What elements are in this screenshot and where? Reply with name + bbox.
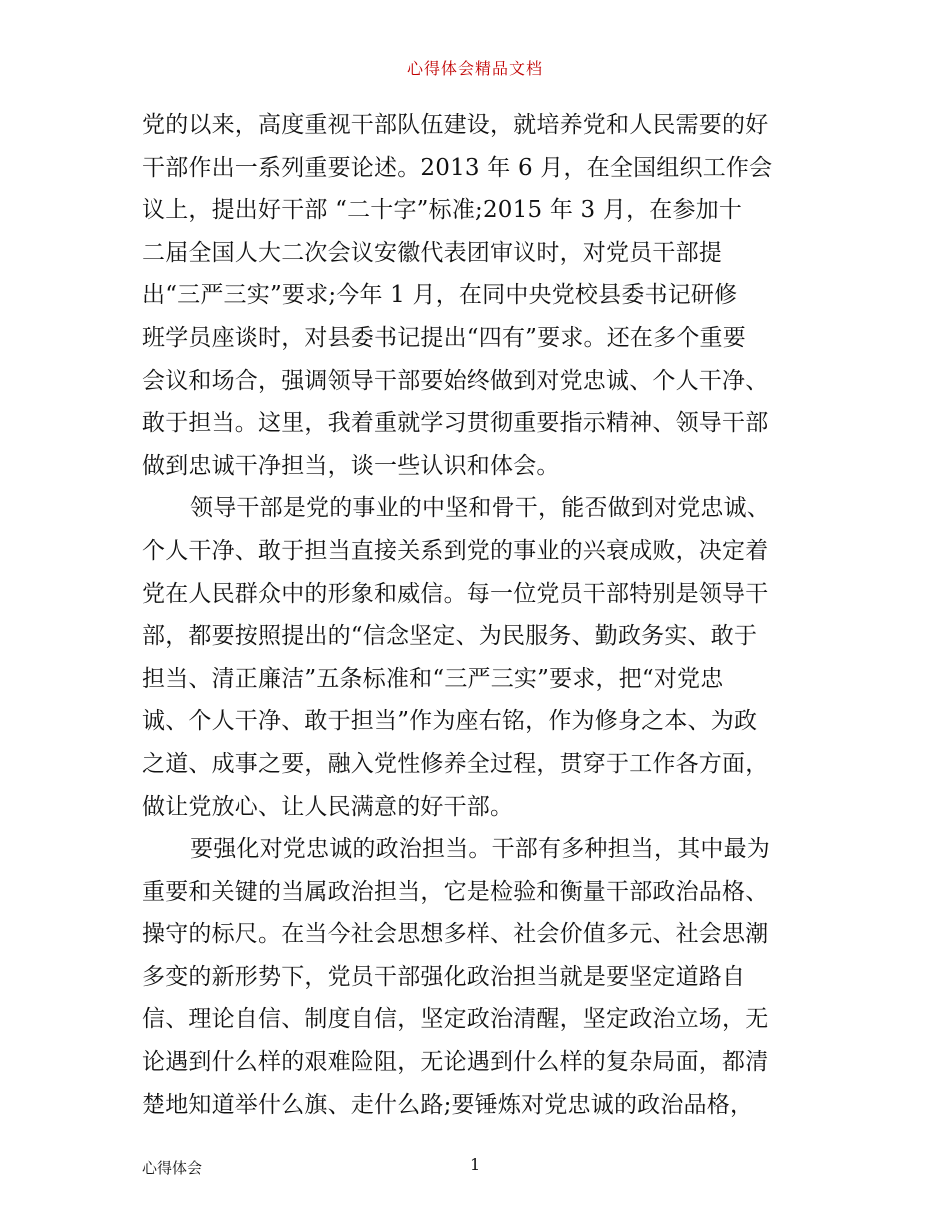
text-line: 论遇到什么样的艰难险阻，无论遇到什么样的复杂局面，都清 <box>142 1049 769 1076</box>
paragraph-first-line: 领导干部是党的事业的中坚和骨干，能否做到对党忠诚、 <box>190 495 770 522</box>
page-header-title: 心得体会精品文档 <box>406 59 543 78</box>
text-line: 做让党放心、让人民满意的好干部。 <box>142 793 514 820</box>
text-line: 议上，提出好干部 “二十字”标准;2015 年 3 月，在参加十 <box>142 197 743 224</box>
text-line: 诚、个人干净、敢于担当”作为座右铭，作为修身之本、为政 <box>142 708 758 735</box>
text-line: 信、理论自信、制度自信，坚定政治清醒，坚定政治立场，无 <box>142 1006 769 1033</box>
text-line: 党在人民群众中的形象和威信。每一位党员干部特别是领导干 <box>142 580 769 607</box>
footer-label: 心得体会 <box>142 1159 203 1177</box>
text-line: 个人干净、敢于担当直接关系到党的事业的兴衰成败，决定着 <box>142 537 769 564</box>
text-line: 楚地知道举什么旗、走什么路;要锤炼对党忠诚的政治品格， <box>142 1091 754 1118</box>
page-number: 1 <box>470 1155 481 1174</box>
text-line: 敢于担当。这里，我着重就学习贯彻重要指示精神、领导干部 <box>142 410 769 437</box>
text-line: 重要和关键的当属政治担当，它是检验和衡量干部政治品格、 <box>142 878 769 905</box>
text-line: 操守的标尺。在当今社会思想多样、社会价值多元、社会思潮 <box>142 921 769 948</box>
text-line: 之道、成事之要，融入党性修养全过程，贯穿于工作各方面， <box>142 750 769 777</box>
text-line: 二届全国人大二次会议安徽代表团审议时，对党员干部提 <box>142 239 722 266</box>
text-line: 党的以来，高度重视干部队伍建设，就培养党和人民需要的好 <box>142 112 769 138</box>
text-line: 部，都要按照提出的“信念坚定、为民服务、勤政务实、敢于 <box>142 623 758 650</box>
text-line: 做到忠诚干净担当，谈一些认识和体会。 <box>142 452 560 479</box>
text-line: 多变的新形势下，党员干部强化政治担当就是要坚定道路自 <box>142 963 746 990</box>
document-body <box>142 104 812 1126</box>
text-line: 干部作出一系列重要论述。2013 年 6 月，在全国组织工作会 <box>142 154 773 181</box>
text-line: 会议和场合，强调领导干部要始终做到对党忠诚、个人干净、 <box>142 367 769 394</box>
text-line: 出“三严三实”要求;今年 1 月，在同中央党校县委书记研修 <box>142 282 738 309</box>
paragraph-first-line: 要强化对党忠诚的政治担当。干部有多种担当，其中最为 <box>190 836 770 863</box>
text-line: 班学员座谈时，对县委书记提出“四有”要求。还在多个重要 <box>142 324 746 351</box>
text-line: 担当、清正廉洁”五条标准和“三严三实”要求，把“对党忠 <box>142 665 724 692</box>
